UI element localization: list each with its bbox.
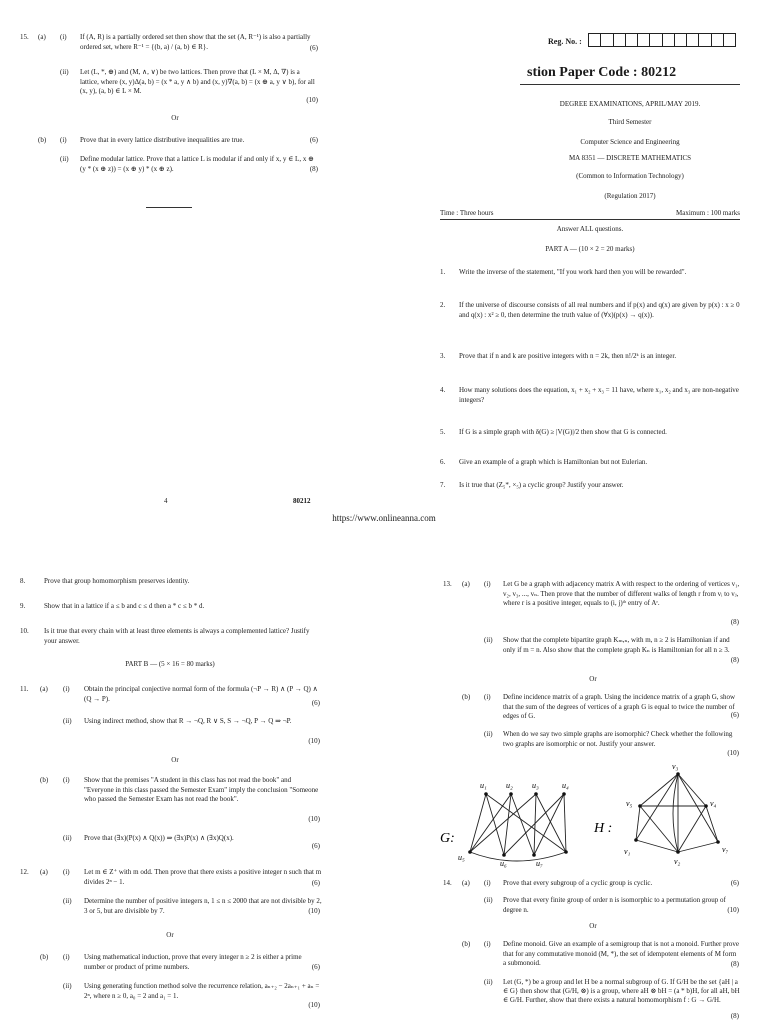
q15-bi-text: Prove that in every lattice distributive inequalities are true. — [80, 136, 245, 144]
q13-number: 13. — [443, 580, 452, 588]
question-text: Show that in a lattice if a ≤ b and c ≤ d then a * c ≤ b * d. — [44, 602, 205, 610]
q11-or: Or — [171, 756, 179, 764]
question-number: 10. — [20, 627, 29, 635]
vertex-label: u₇ — [536, 859, 543, 868]
q15-or: Or — [171, 114, 179, 122]
graph-g-vertices — [468, 792, 568, 857]
q12-bi-marks: (6) — [311, 963, 320, 971]
q14-bi-text: Define monoid. Give an example of a semigroup that is not a monoid. Further prove that for any commutative monoid (M, *), the set of idempotent elements of M form a submonoid. — [503, 940, 740, 967]
q11-aii-marks: (10) — [308, 737, 320, 745]
q12-number: 12. — [20, 868, 29, 876]
question-number: 9. — [20, 602, 26, 610]
q14-b-label: (b) — [462, 940, 471, 948]
vertex-label: u₆ — [500, 859, 507, 868]
q13-bii-text: When do we say two simple graphs are isomorphic? Check whether the following two graphs are isomorphic or not. Justify your answer. — [503, 730, 733, 748]
graph-g — [470, 794, 566, 861]
question-number: 2. — [440, 301, 446, 309]
q15-bii-label: (ii) — [60, 155, 69, 163]
q12-bi-text: Using mathematical induction, prove that every integer n ≥ 2 is either a prime number or product of prime numbers. — [84, 953, 302, 971]
question-text: How many solutions does the equation, x₁ + x₂ + x₃ = 11 have, where x₁, x₂ and x₃ are non-negative integers? — [459, 386, 739, 404]
vertex-label: u₃ — [532, 781, 539, 790]
q11-bii-label: (ii) — [63, 834, 72, 842]
q15-ai-text: If (A, R) is a partially ordered set then show that the set (A, R⁻¹) is also a partially ordered set, where R⁻¹ = {(b, a) / (a, b) ∈ R}. — [80, 33, 311, 51]
q14-aii-text: Prove that every finite group of order n is isomorphic to a permutation group of degree n. — [503, 896, 726, 914]
q11-bi-marks: (10) — [308, 815, 320, 823]
q11-bii-marks: (6) — [311, 842, 320, 850]
answer-all: Answer ALL questions. — [556, 225, 624, 233]
q15-bi-label: (i) — [60, 136, 67, 144]
q13-aii-label: (ii) — [484, 636, 493, 644]
q14-bii-marks: (8) — [730, 1012, 739, 1020]
question-text: Is it true that every chain with at least three elements is always a complemented lattice? Justify your answer. — [44, 627, 310, 645]
q13-ai-text: Let G be a graph with adjacency matrix A with respect to the ordering of vertices v₁, v₂, v₃, ..., vₙ. Then prove that the number of different walks of length r from vᵢ to vⱼ, where r is a positive integer, equals to (i, j)ᵗʰ entry of Aʳ. — [503, 580, 740, 607]
q12-ai-marks: (6) — [311, 879, 320, 887]
q14-aii-marks: (10) — [727, 906, 739, 914]
q15-b-label: (b) — [38, 136, 47, 144]
header-rule — [440, 219, 740, 220]
q14-number: 14. — [443, 879, 452, 887]
q11-ai-label: (i) — [63, 685, 70, 693]
q12-or: Or — [166, 931, 174, 939]
q15-number: 15. — [20, 33, 29, 41]
q14-ai-marks: (6) — [730, 879, 739, 887]
code-underline — [520, 84, 740, 85]
q14-bi-label: (i) — [484, 940, 491, 948]
q13-or: Or — [589, 675, 597, 683]
question-number: 6. — [440, 458, 446, 466]
q14-bii-label: (ii) — [484, 978, 493, 986]
q14-ai-text: Prove that every subgroup of a cyclic group is cyclic. — [503, 879, 653, 887]
vertex-label: u₁ — [480, 781, 487, 790]
q14-or: Or — [589, 922, 597, 930]
q15-bii-text: Define modular lattice. Prove that a lattice L is modular if and only if x, y ∈ L, x ⊕ (y * (x ⊕ z)) = (x ⊕ y) * (x ⊕ z). — [80, 155, 314, 173]
q15-aii-text: Let (L, *, ⊕) and (M, ∧, ∨) be two lattices. Then prove that (L × M, Δ, ∇) is a lattice, where (x, y)Δ(a, b) = (x * a, y ∧ b) and (x, y)∇(a, b) = (x ⊕ a, y ∨ b), for all (x, y), (a, b) ∈ L × M. — [80, 68, 315, 95]
question-text: Give an example of a graph which is Hamiltonian but not Eulerian. — [459, 458, 648, 466]
q11-aii-label: (ii) — [63, 717, 72, 725]
vertex-label: v₁ — [624, 847, 631, 856]
question-text: Is it true that (Z₅*, ×₅) a cyclic group? Justify your answer. — [459, 481, 624, 489]
q13-bi-label: (i) — [484, 693, 491, 701]
question-number: 4. — [440, 386, 446, 394]
q13-bi-text: Define incidence matrix of a graph. Using the incidence matrix of a graph G, show that the sum of the degrees of vertices of a graph G is equal to twice the number of edges of G. — [503, 693, 736, 720]
q15-aii-marks: (10) — [306, 96, 318, 104]
q13-b-label: (b) — [462, 693, 471, 701]
department: Computer Science and Engineering — [580, 138, 680, 146]
q12-bii-label: (ii) — [63, 982, 72, 990]
q11-ai-text: Obtain the principal conjective normal form of the formula (¬P → R) ∧ (P → Q) ∧ (Q → P). — [84, 685, 318, 703]
question-number: 5. — [440, 428, 446, 436]
question-text: If G is a simple graph with δ(G) ≥ |V(G)|/2 then show that G is connected. — [459, 428, 667, 436]
question-number: 3. — [440, 352, 446, 360]
q12-b-label: (b) — [40, 953, 49, 961]
q11-aii-text: Using indirect method, show that R → ¬Q, R ∨ S, S → ¬Q, P → Q ⇒ ¬P. — [84, 717, 292, 725]
q12-ai-text: Let m ∈ Z⁺ with m odd. Then prove that there exists a positive integer n such that m divides 2ⁿ − 1. — [84, 868, 322, 886]
q12-aii-marks: (10) — [308, 907, 320, 915]
q12-aii-text: Determine the number of positive integers n, 1 ≤ n ≤ 2000 that are not divisible by 2, 3 or 5, but are divisible by 7. — [84, 897, 322, 915]
q13-bi-marks: (6) — [730, 711, 739, 719]
end-rule — [146, 207, 192, 208]
vertex-label: v₂ — [674, 857, 681, 866]
isomorphism-graphs-figure — [436, 760, 746, 870]
q15-ai-marks: (6) — [309, 44, 318, 52]
q14-a-label: (a) — [462, 879, 470, 887]
q13-ai-label: (i) — [484, 580, 491, 588]
q11-bii-text: Prove that (∃x)(P(x) ∧ Q(x)) ⇒ (∃x)P(x) ∧ (∃x)Q(x). — [84, 834, 234, 842]
q12-bii-marks: (10) — [308, 1001, 320, 1009]
vertex-label: u₄ — [562, 781, 569, 790]
q14-ai-label: (i) — [484, 879, 491, 887]
semester: Third Semester — [608, 118, 652, 126]
q12-aii-label: (ii) — [63, 897, 72, 905]
q13-ai-marks: (8) — [730, 618, 739, 626]
q11-number: 11. — [20, 685, 29, 693]
vertex-label: u₂ — [506, 781, 513, 790]
question-text: Write the inverse of the statement, "If you work hard then you will be rewarded". — [459, 268, 687, 276]
course-title: MA 8351 — DISCRETE MATHEMATICS — [568, 154, 692, 162]
q11-ai-marks: (6) — [311, 699, 320, 707]
q12-ai-label: (i) — [63, 868, 70, 876]
q13-bii-marks: (10) — [727, 749, 739, 757]
vertex-label: v₇ — [722, 845, 729, 854]
paper-code-title: stion Paper Code : 80212 — [527, 65, 677, 80]
q15-a-label: (a) — [38, 33, 46, 41]
question-text: Prove that group homomorphism preserves identity. — [44, 577, 190, 585]
reg-no-label: Reg. No. : — [548, 37, 582, 46]
source-url: https://www.onlineanna.com — [332, 513, 436, 523]
q14-aii-label: (ii) — [484, 896, 493, 904]
q13-aii-text: Show that the complete bipartite graph Kₘ,ₙ, with m, n ≥ 2 is Hamiltonian if and only if m = n. Also show that the complete graph Kₙ is Hamiltonian for all n ≥ 3. — [503, 636, 730, 654]
question-number: 8. — [20, 577, 26, 585]
page-number: 4 — [164, 497, 168, 505]
vertex-label: v₃ — [672, 762, 679, 771]
q11-bi-text: Show that the premises "A student in this class has not read the book" and "Everyone in this class passed the Semester Exam" imply the conclusion "Someone who passed the Semester Exam has not read the book". — [84, 776, 319, 803]
graph-g-label: G: — [440, 831, 455, 846]
q15-ai-label: (i) — [60, 33, 67, 41]
q14-bii-text: Let (G, *) be a group and let H be a normal subgroup of G. If G/H be the set {aH | a ∈ G} then show that (G/H, ⊗) is a group, where aH ⊗ bH = (a * b)H, for all aH, bH ∈ G/H. Further, show that there exists a natural homomorphism f : G → G/H. — [503, 978, 740, 1004]
common-note: (Common to Information Technology) — [576, 172, 684, 180]
regulation: (Regulation 2017) — [604, 192, 656, 200]
question-text: If the universe of discourse consists of all real numbers and if p(x) and q(x) are given by p(x) : x ≥ 0 and q(x) : x² ≥ 0, then determine the truth value of (∀x)(p(x) → q(x)). — [459, 301, 740, 319]
q13-aii-marks: (8) — [730, 656, 739, 664]
time-label: Time : Three hours — [440, 209, 494, 217]
q12-a-label: (a) — [40, 868, 48, 876]
question-number: 7. — [440, 481, 446, 489]
q11-a-label: (a) — [40, 685, 48, 693]
footer-paper-code: 80212 — [293, 497, 311, 505]
q15-bi-marks: (6) — [309, 136, 318, 144]
q15-bii-marks: (8) — [309, 165, 318, 173]
question-text: Prove that if n and k are positive integers with n = 2k, then n!/2ᵏ is an integer. — [459, 352, 677, 360]
q13-bii-label: (ii) — [484, 730, 493, 738]
part-a-title: PART A — (10 × 2 = 20 marks) — [545, 245, 635, 253]
question-number: 1. — [440, 268, 446, 276]
graph-h — [636, 774, 718, 852]
max-marks: Maximum : 100 marks — [676, 209, 740, 217]
part-b-title: PART B — (5 × 16 = 80 marks) — [125, 660, 215, 668]
q11-bi-label: (i) — [63, 776, 70, 784]
exam-title: DEGREE EXAMINATIONS, APRIL/MAY 2019. — [559, 100, 701, 108]
q14-bi-marks: (8) — [730, 960, 739, 968]
vertex-label: v₄ — [710, 799, 717, 808]
q13-a-label: (a) — [462, 580, 470, 588]
q11-b-label: (b) — [40, 776, 49, 784]
q15-aii-label: (ii) — [60, 68, 69, 76]
reg-no-boxes — [588, 33, 736, 47]
q12-bi-label: (i) — [63, 953, 70, 961]
vertex-label: v₅ — [626, 799, 633, 808]
graph-h-label: H : — [594, 821, 613, 836]
vertex-label: u₅ — [458, 853, 465, 862]
q12-bii-text: Using generating function method solve the recurrence relation, aₙ₊₂ − 2aₙ₊₁ + aₙ = 2ⁿ, where n ≥ 0, a₀ = 2 and a₁ = 1. — [84, 982, 320, 1000]
graph-h-vertices — [634, 772, 720, 854]
